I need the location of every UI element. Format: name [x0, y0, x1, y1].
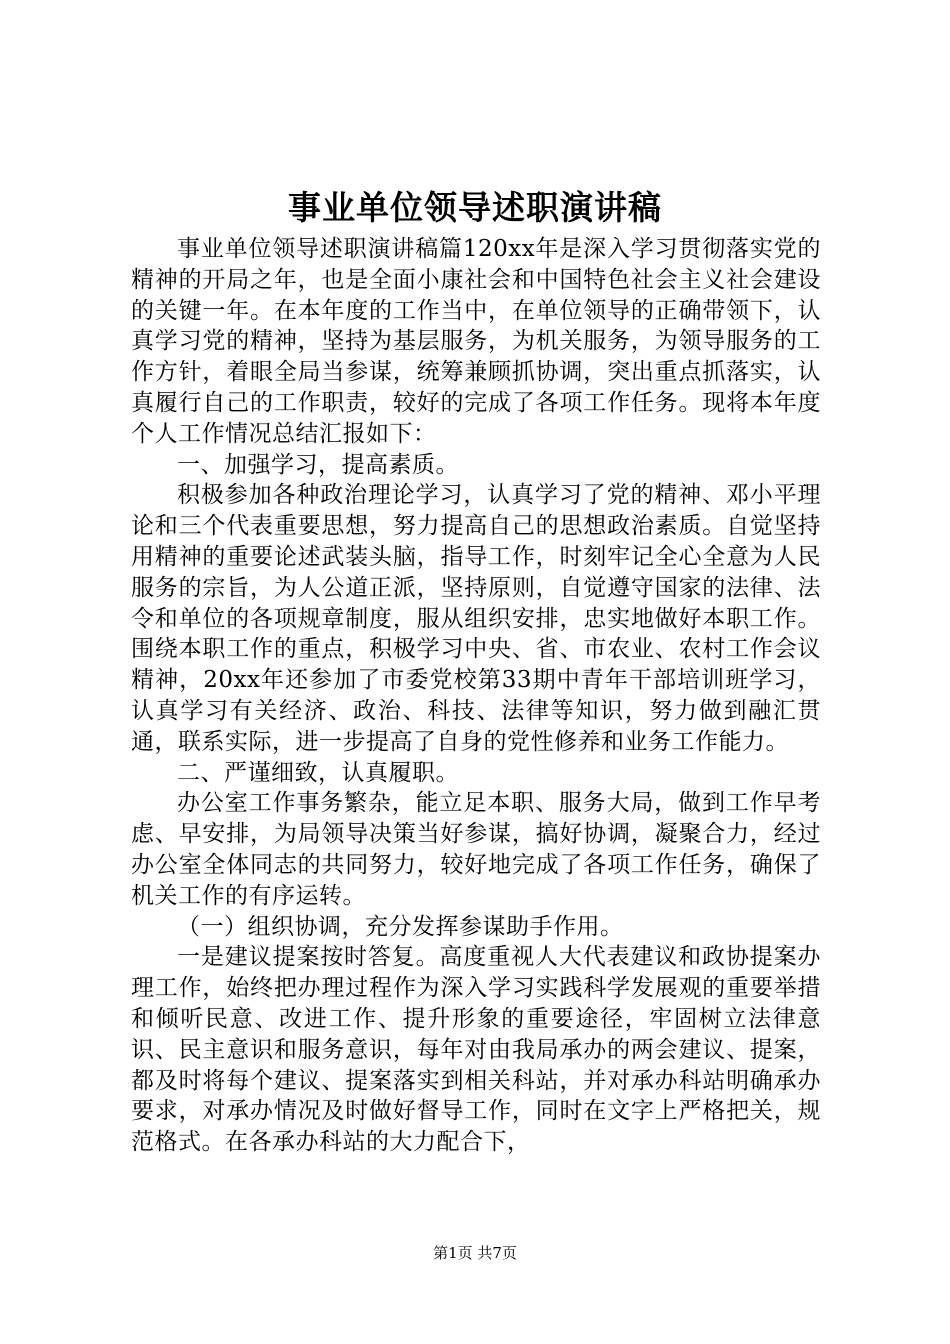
paragraph-proposals: 一是建议提案按时答复。高度重视人大代表建议和政协提案办理工作，始终把办理过程作为深入学习实践科学发展观的重要举措和倾听民意、改进工作、提升形象的重要途径，牢固树立法律意识、民主意识和服务意识，每年对由我局承办的两会建议、提案，都及时将每个建议、提案落实到相关科站，并对承办科站明确承办要求，对承办情况及时做好督导工作，同时在文字上严格把关，规范格式。在各承办科站的大力配合下， [131, 944, 821, 1156]
subsection-heading-1: （一）组织协调，充分发挥参谋助手作用。 [177, 913, 624, 940]
page-total: 共7页 [477, 1244, 517, 1262]
paragraph-intro: 事业单位领导述职演讲稿篇120xx年是深入学习贯彻落实党的精神的开局之年，也是全面小康社会和中国特色社会主义社会建设的关键一年。在本年度的工作当中，在单位领导的正确带领下，认真学习党的精神，坚持为基层服务，为机关服务，为领导服务的工作方针，着眼全局当参谋，统筹兼顾抓协调，突出重点抓落实，认真履行自己的工作职责，较好的完成了各项工作任务。现将本年度个人工作情况总结汇报如下： [131, 236, 821, 447]
paragraph-office-work: 办公室工作事务繁杂，能立足本职、服务大局，做到工作早考虑、早安排，为局领导决策当好参谋，搞好协调，凝聚合力，经过办公室全体同志的共同努力，较好地完成了各项工作任务，确保了机关工作的有序运转。 [131, 790, 821, 909]
page-footer [0, 1243, 950, 1263]
document-title: 事业单位领导述职演讲稿 [288, 188, 662, 227]
paragraph-study: 积极参加各种政治理论学习，认真学习了党的精神、邓小平理论和三个代表重要思想，努力提高自己的思想政治素质。自觉坚持用精神的重要论述武装头脑，指导工作，时刻牢记全心全意为人民服务的宗旨，为人公道正派，坚持原则，自觉遵守国家的法律、法令和单位的各项规章制度，服从组织安排，忠实地做好本职工作。围绕本职工作的重点，积极学习中央、省、市农业、农村工作会议精神，20xx年还参加了市委党校第33期中青年干部培训班学习，认真学习有关经济、政治、科技、法律等知识，努力做到融汇贯通，联系实际，进一步提高了自身的党性修养和业务工作能力。 [131, 482, 821, 755]
page-number: 第1页 [433, 1244, 473, 1262]
document-body [131, 234, 821, 1158]
section-heading-2: 二、严谨细致，认真履职。 [177, 759, 459, 786]
section-heading-1: 一、加强学习，提高素质。 [177, 451, 459, 478]
